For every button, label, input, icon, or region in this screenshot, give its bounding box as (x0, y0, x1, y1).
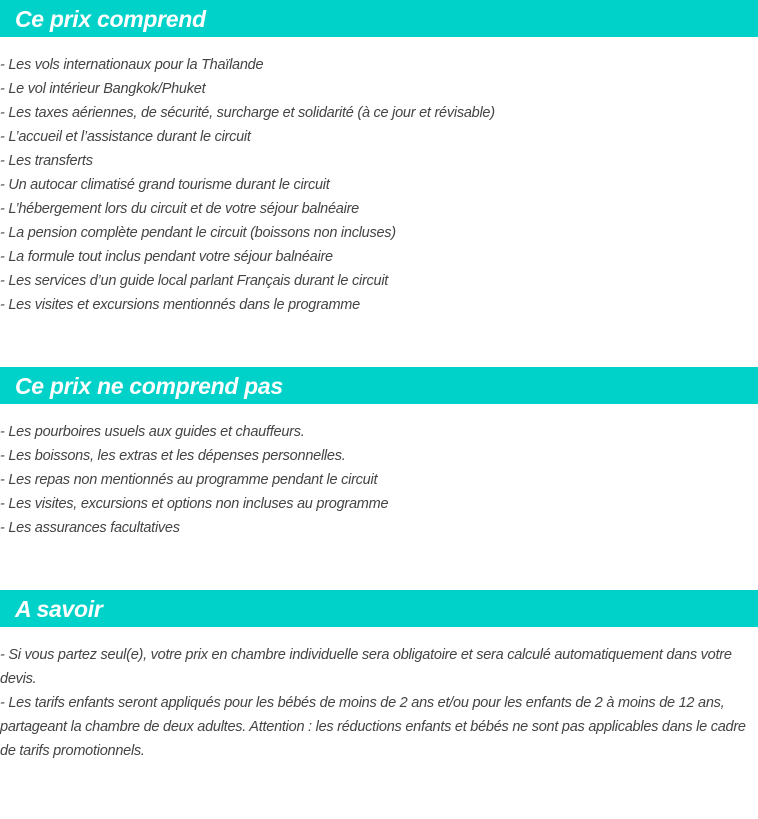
section-title: Ce prix comprend (15, 5, 206, 32)
notes-list (0, 627, 758, 763)
list-item: - L’hébergement lors du circuit et de votre séjour balnéaire (0, 201, 359, 217)
list-item: - La formule tout inclus pendant votre séjour balnéaire (0, 249, 333, 265)
note-paragraph: - Si vous partez seul(e), votre prix en chambre individuelle sera obligatoire et sera calculé automatiquement dans votre devis. (0, 647, 732, 687)
section-title: Ce prix ne comprend pas (15, 372, 283, 399)
section-price-includes (0, 0, 758, 317)
list-item: - L’accueil et l’assistance durant le circuit (0, 129, 251, 145)
section-header (0, 590, 758, 627)
list-item: - Les repas non mentionnés au programme pendant le circuit (0, 472, 378, 488)
section-price-excludes (0, 367, 758, 540)
list-item: - Les services d’un guide local parlant Français durant le circuit (0, 273, 389, 289)
excluded-list (0, 404, 758, 540)
section-good-to-know (0, 590, 758, 763)
list-item: - Les pourboires usuels aux guides et chauffeurs. (0, 424, 305, 440)
section-title: A savoir (15, 595, 103, 622)
list-item: - Les transferts (0, 153, 93, 169)
section-header (0, 0, 758, 37)
list-item: - Un autocar climatisé grand tourisme durant le circuit (0, 177, 330, 193)
list-item: - Les visites et excursions mentionnés dans le programme (0, 297, 360, 313)
list-item: - Le vol intérieur Bangkok/Phuket (0, 81, 206, 97)
list-item: - Les assurances facultatives (0, 520, 180, 536)
list-item: - Les vols internationaux pour la Thaïlande (0, 57, 264, 73)
list-item: - Les boissons, les extras et les dépenses personnelles. (0, 448, 346, 464)
note-paragraph: - Les tarifs enfants seront appliqués pour les bébés de moins de 2 ans et/ou pour les enfants de 2 à moins de 12 ans, partageant la chambre de deux adultes. Attention : les réductions enfants et bébés ne sont pas applicables dans le cadre de tarifs promotionnels. (0, 695, 746, 759)
section-header (0, 367, 758, 404)
list-item: - La pension complète pendant le circuit (boissons non incluses) (0, 225, 396, 241)
included-list (0, 37, 758, 317)
list-item: - Les taxes aériennes, de sécurité, surcharge et solidarité (à ce jour et révisable) (0, 105, 495, 121)
list-item: - Les visites, excursions et options non incluses au programme (0, 496, 389, 512)
